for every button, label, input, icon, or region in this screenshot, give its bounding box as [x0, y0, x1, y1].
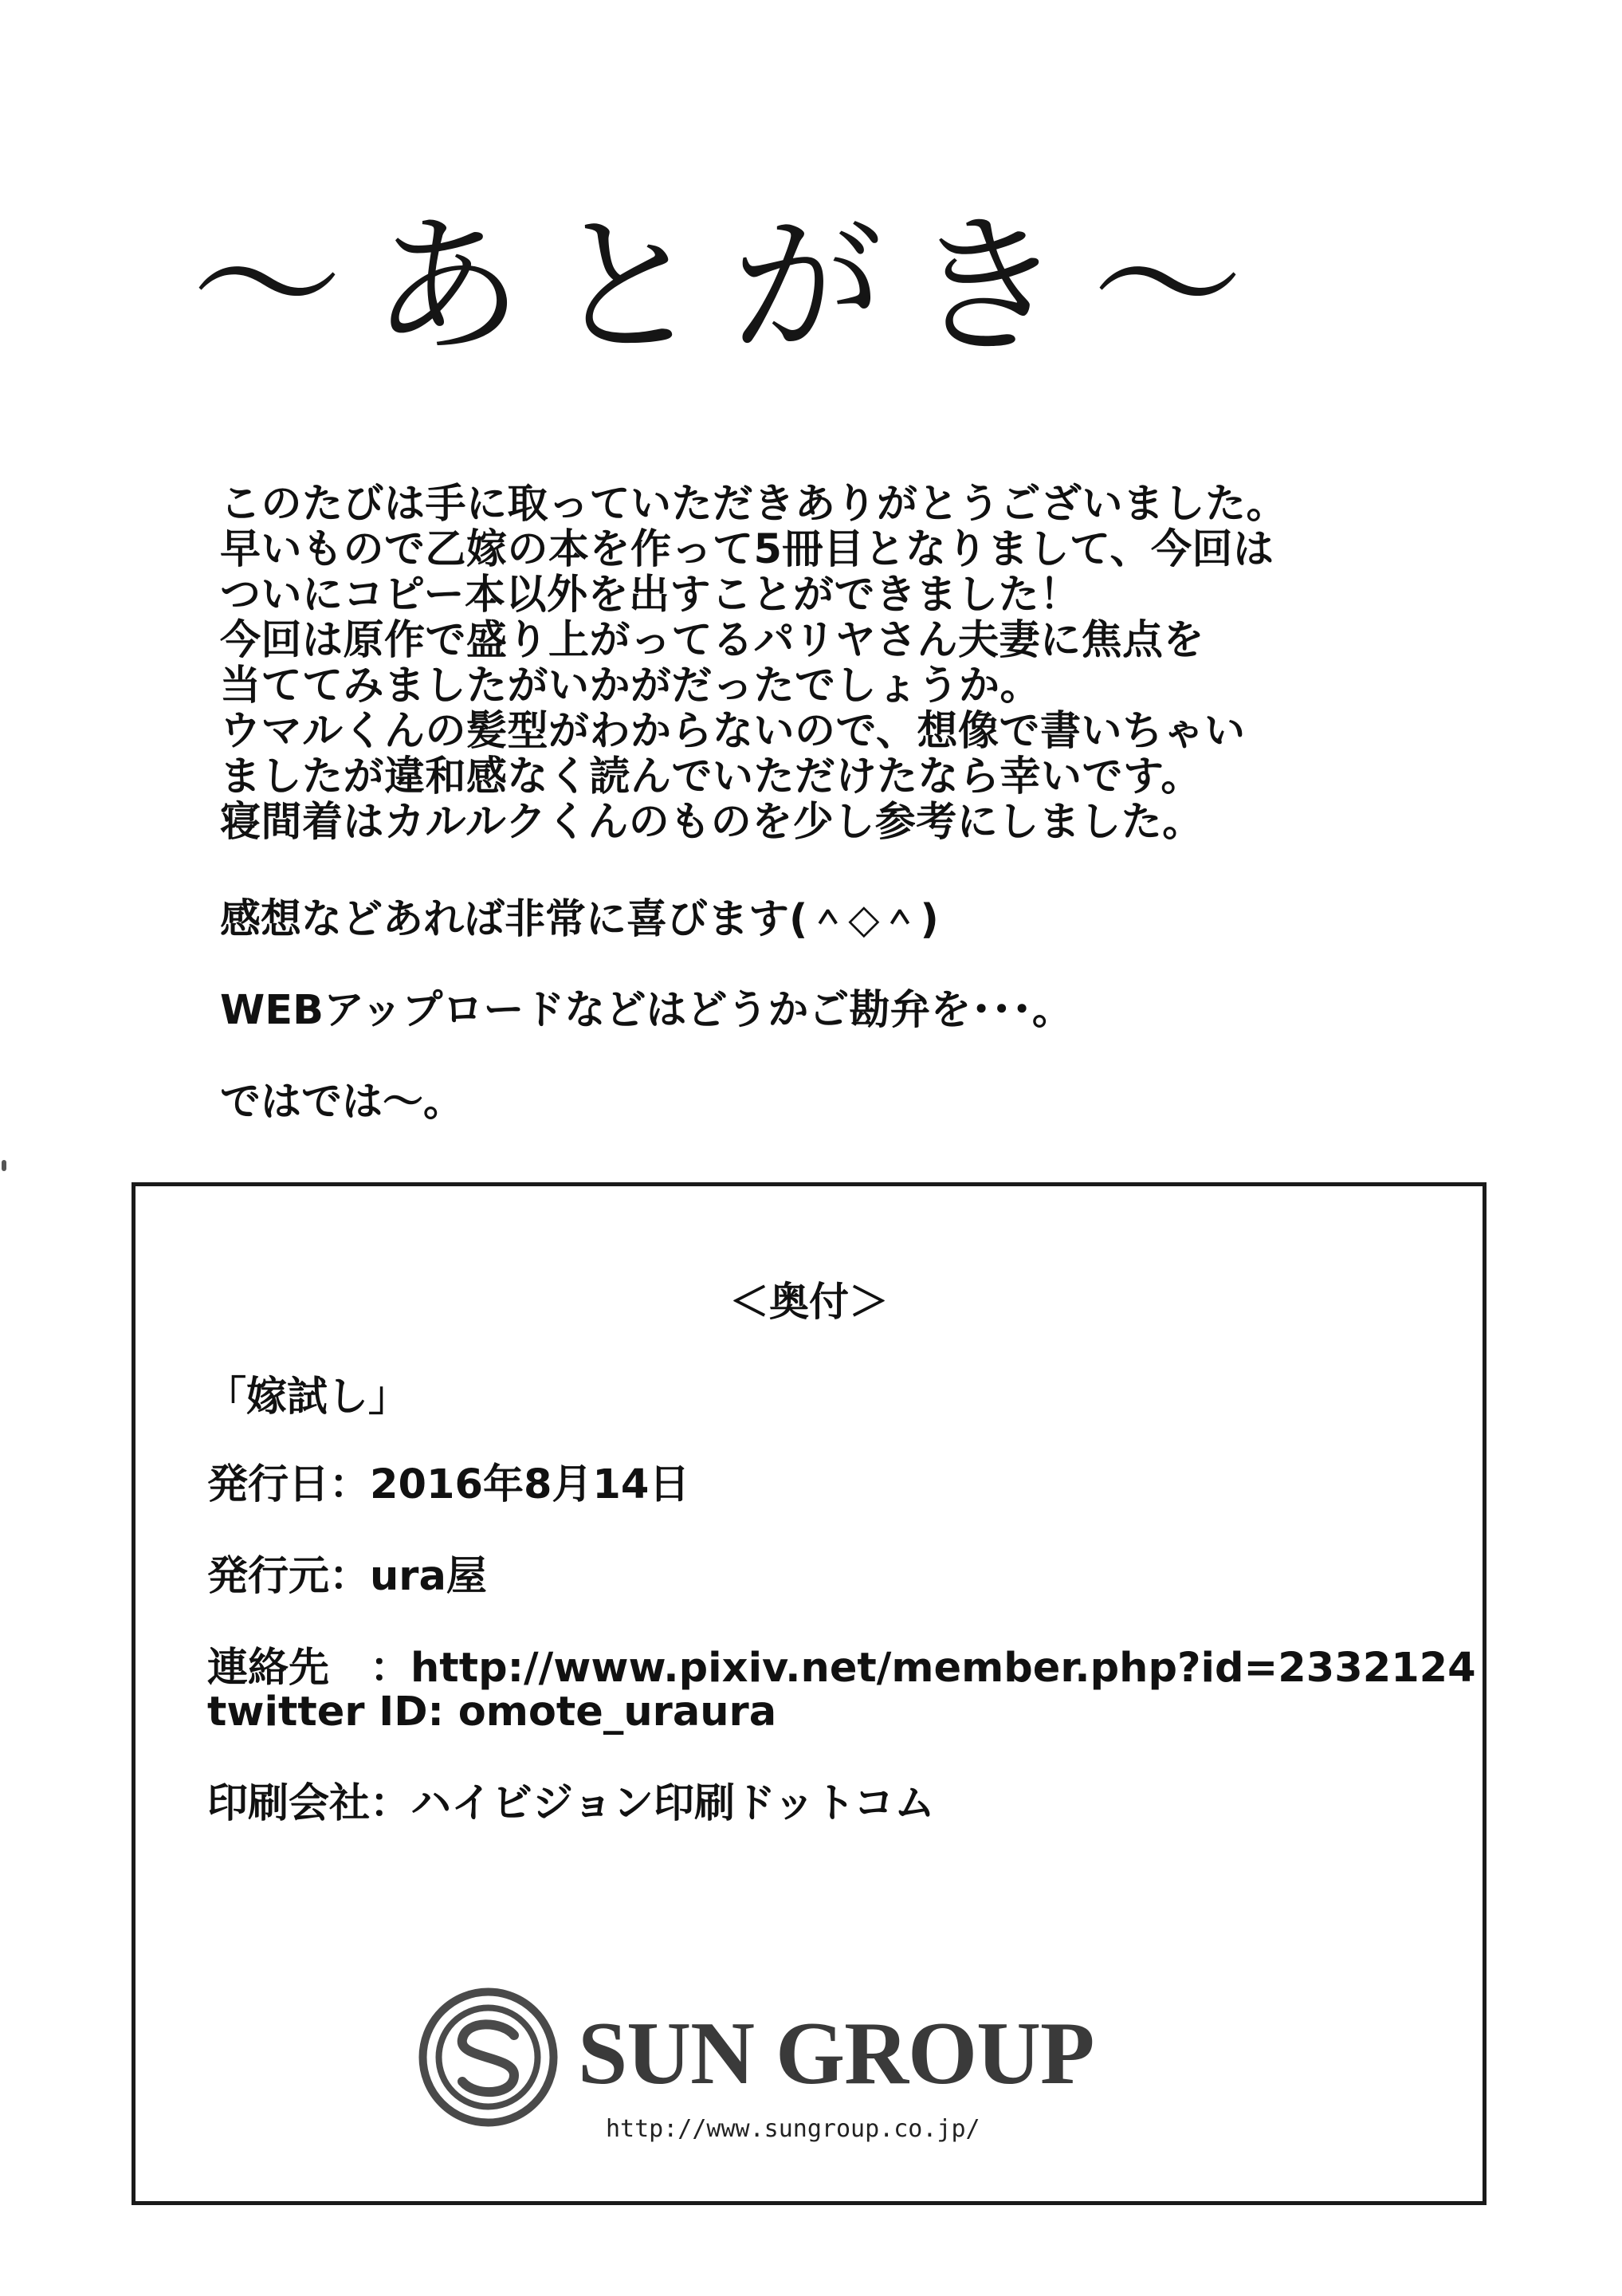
feedback-text: 感想などあれば非常に喜びます(＾◇＾) — [220, 896, 939, 943]
afterword-line: 早いもので乙嫁の本を作って5冊目となりまして、今回は — [220, 526, 1274, 573]
upload-notice: WEBアップロードなどはどうかご勘弁を･･･。 — [220, 987, 1073, 1034]
publisher: 発行元：ura屋 — [207, 1553, 487, 1600]
colophon-box — [132, 1182, 1487, 2205]
colophon-header: ＜奥付＞ — [729, 1279, 889, 1325]
printing-company: 印刷会社：ハイビジョン印刷ドットコム — [207, 1780, 935, 1827]
afterword-title: 〜あとがき〜 — [191, 199, 1273, 375]
publish-date: 発行日：2016年8月14日 — [207, 1461, 690, 1508]
afterword-body — [220, 482, 1432, 845]
afterword-line: ついにコピー本以外を出すことができました！ — [220, 572, 1081, 619]
logo-url: http://www.sungroup.co.jp/ — [606, 2115, 980, 2143]
contact-url: 連絡先 ：http://www.pixiv.net/member.php?id=2332124 — [207, 1645, 1476, 1692]
logo-name: SUN GROUP — [578, 2004, 1094, 2103]
twitter-id: twitter ID: omote_uraura — [207, 1689, 777, 1736]
afterword-line: 今回は原作で盛り上がってるパリヤさん夫妻に焦点を — [220, 617, 1204, 664]
farewell-text: ではでは〜。 — [220, 1079, 465, 1126]
scan-speck — [2, 1160, 6, 1171]
afterword-line: 当ててみましたがいかがだったでしょうか。 — [220, 662, 1042, 710]
book-title: 「嫁試し」 — [206, 1374, 410, 1421]
afterword-line: 寝間着はカルルクくんのものを少し参考にしました。 — [220, 799, 1204, 846]
sun-group-logo — [418, 1987, 1136, 2163]
afterword-line: ウマルくんの髪型がわからないので、想像で書いちゃい — [220, 708, 1246, 755]
sun-group-emblem-icon — [418, 1987, 558, 2127]
afterword-line: このたびは手に取っていただきありがとうございました。 — [220, 481, 1288, 528]
afterword-line: ましたが違和感なく読んでいただけたなら幸いです。 — [220, 753, 1202, 800]
